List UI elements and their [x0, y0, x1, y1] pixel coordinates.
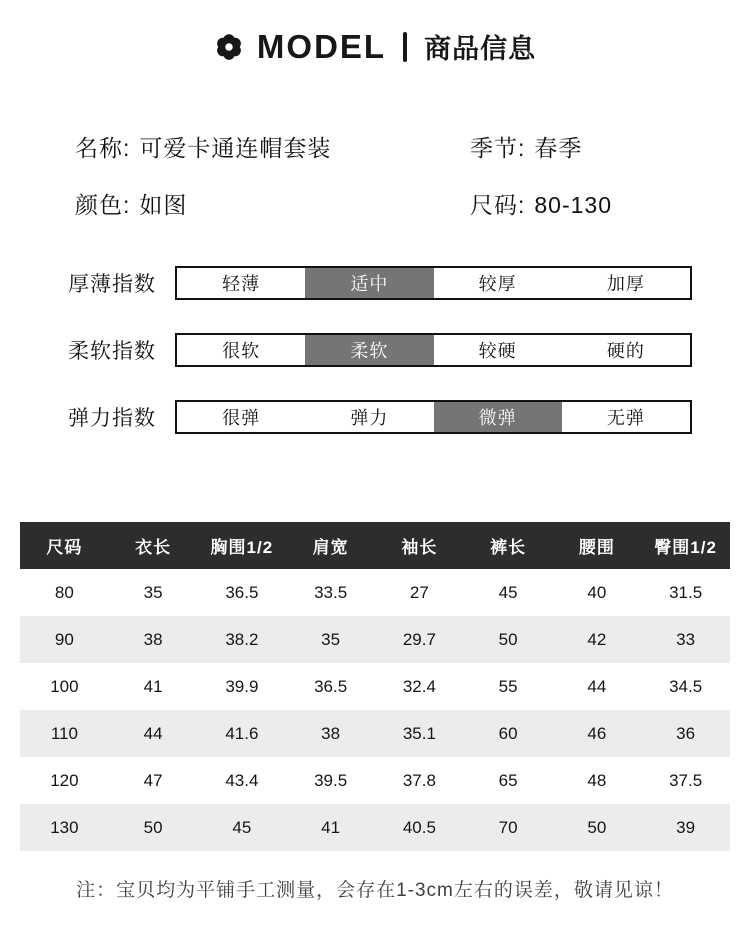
index-option: 硬的	[606, 341, 645, 361]
table-cell: 27	[409, 582, 429, 602]
field-label: 颜色:	[75, 192, 131, 218]
table-cell: 41	[143, 676, 163, 696]
flower-icon	[214, 32, 244, 62]
table-cell: 35	[321, 629, 341, 649]
table-cell: 60	[498, 723, 518, 743]
index-option: 很弹	[222, 408, 261, 428]
table-cell: 90	[54, 629, 74, 649]
table-cell: 50	[143, 817, 163, 837]
table-cell: 36	[676, 723, 696, 743]
table-cell: 130	[50, 817, 79, 837]
table-cell: 120	[50, 770, 79, 790]
table-cell: 47	[143, 770, 163, 790]
column-header: 裤长	[490, 538, 527, 557]
index-option: 无弹	[606, 408, 645, 428]
index-row	[0, 266, 750, 300]
field-value: 可爱卡通连帽套装	[139, 135, 332, 161]
table-cell: 70	[498, 817, 518, 837]
index-option-selected: 柔软	[305, 335, 433, 365]
table-cell: 40.5	[402, 817, 436, 837]
index-option: 较硬	[478, 341, 517, 361]
table-cell: 39.9	[225, 676, 259, 696]
field-value: 春季	[534, 135, 583, 161]
table-cell: 37.8	[402, 770, 436, 790]
table-row	[20, 569, 730, 616]
measurement-note: 注：宝贝均为平铺手工测量，会存在1-3cm左右的误差，敬请见谅！	[76, 880, 674, 901]
table-cell: 33	[676, 629, 696, 649]
table-cell: 39	[676, 817, 696, 837]
field-label: 尺码:	[470, 192, 526, 218]
table-cell: 41	[321, 817, 341, 837]
table-cell: 44	[143, 723, 163, 743]
index-label: 弹力指数	[68, 407, 156, 430]
table-cell: 42	[587, 629, 607, 649]
header-divider	[403, 32, 407, 62]
table-row	[20, 757, 730, 804]
column-header: 衣长	[135, 538, 172, 557]
brand-name: MODEL	[256, 27, 387, 65]
column-header: 臀围1/2	[654, 538, 717, 557]
table-cell: 38	[321, 723, 341, 743]
product-field-size-range	[470, 187, 750, 220]
table-cell: 48	[587, 770, 607, 790]
column-header: 肩宽	[312, 538, 349, 557]
table-cell: 39.5	[314, 770, 348, 790]
table-cell: 33.5	[314, 582, 348, 602]
column-header: 尺码	[46, 538, 83, 557]
table-cell: 45	[232, 817, 252, 837]
index-bars	[0, 266, 750, 434]
table-cell: 100	[50, 676, 79, 696]
table-cell: 32.4	[402, 676, 436, 696]
index-label: 厚薄指数	[68, 273, 156, 296]
table-cell: 34.5	[669, 676, 703, 696]
table-cell: 40	[587, 582, 607, 602]
table-cell: 31.5	[669, 582, 703, 602]
product-fields	[75, 130, 750, 220]
page-title: 商品信息	[424, 34, 537, 64]
table-row	[20, 616, 730, 663]
header	[0, 0, 750, 66]
index-option: 很软	[222, 341, 261, 361]
field-value: 如图	[139, 192, 188, 218]
table-cell: 38.2	[225, 629, 259, 649]
size-table-header-row	[20, 522, 730, 569]
table-cell: 45	[498, 582, 518, 602]
index-option-selected: 微弹	[434, 402, 562, 432]
index-row	[0, 333, 750, 367]
table-cell: 36.5	[314, 676, 348, 696]
index-option: 加厚	[606, 274, 645, 294]
size-table	[20, 522, 730, 851]
table-row	[20, 710, 730, 757]
column-header: 胸围1/2	[210, 538, 274, 557]
table-cell: 29.7	[402, 629, 436, 649]
table-cell: 110	[50, 723, 78, 743]
table-cell: 43.4	[225, 770, 259, 790]
table-cell: 55	[498, 676, 518, 696]
index-bar	[175, 400, 692, 434]
table-row	[20, 663, 730, 710]
index-option: 轻薄	[222, 274, 261, 294]
table-cell: 80	[54, 582, 74, 602]
column-header: 腰围	[578, 538, 615, 557]
product-field-color	[75, 187, 470, 220]
table-cell: 36.5	[225, 582, 259, 602]
table-cell: 44	[587, 676, 607, 696]
product-field-name	[75, 130, 470, 163]
table-cell: 65	[498, 770, 518, 790]
field-value: 80-130	[534, 192, 613, 218]
table-cell: 50	[498, 629, 518, 649]
table-cell: 50	[587, 817, 607, 837]
table-cell: 38	[143, 629, 163, 649]
index-row	[0, 400, 750, 434]
field-label: 名称:	[75, 135, 131, 161]
column-header: 袖长	[401, 538, 438, 557]
index-bar	[175, 266, 692, 300]
table-cell: 35	[143, 582, 163, 602]
field-label: 季节:	[470, 135, 526, 161]
index-bar	[175, 333, 692, 367]
index-option: 弹力	[350, 408, 389, 428]
index-option-selected: 适中	[305, 268, 433, 298]
table-row	[20, 804, 730, 851]
product-field-season	[470, 130, 750, 163]
table-cell: 46	[587, 723, 607, 743]
size-table-body	[20, 569, 730, 851]
table-cell: 35.1	[402, 723, 436, 743]
index-option: 较厚	[478, 274, 517, 294]
index-label: 柔软指数	[68, 340, 156, 363]
table-cell: 41.6	[225, 723, 259, 743]
table-cell: 37.5	[669, 770, 703, 790]
